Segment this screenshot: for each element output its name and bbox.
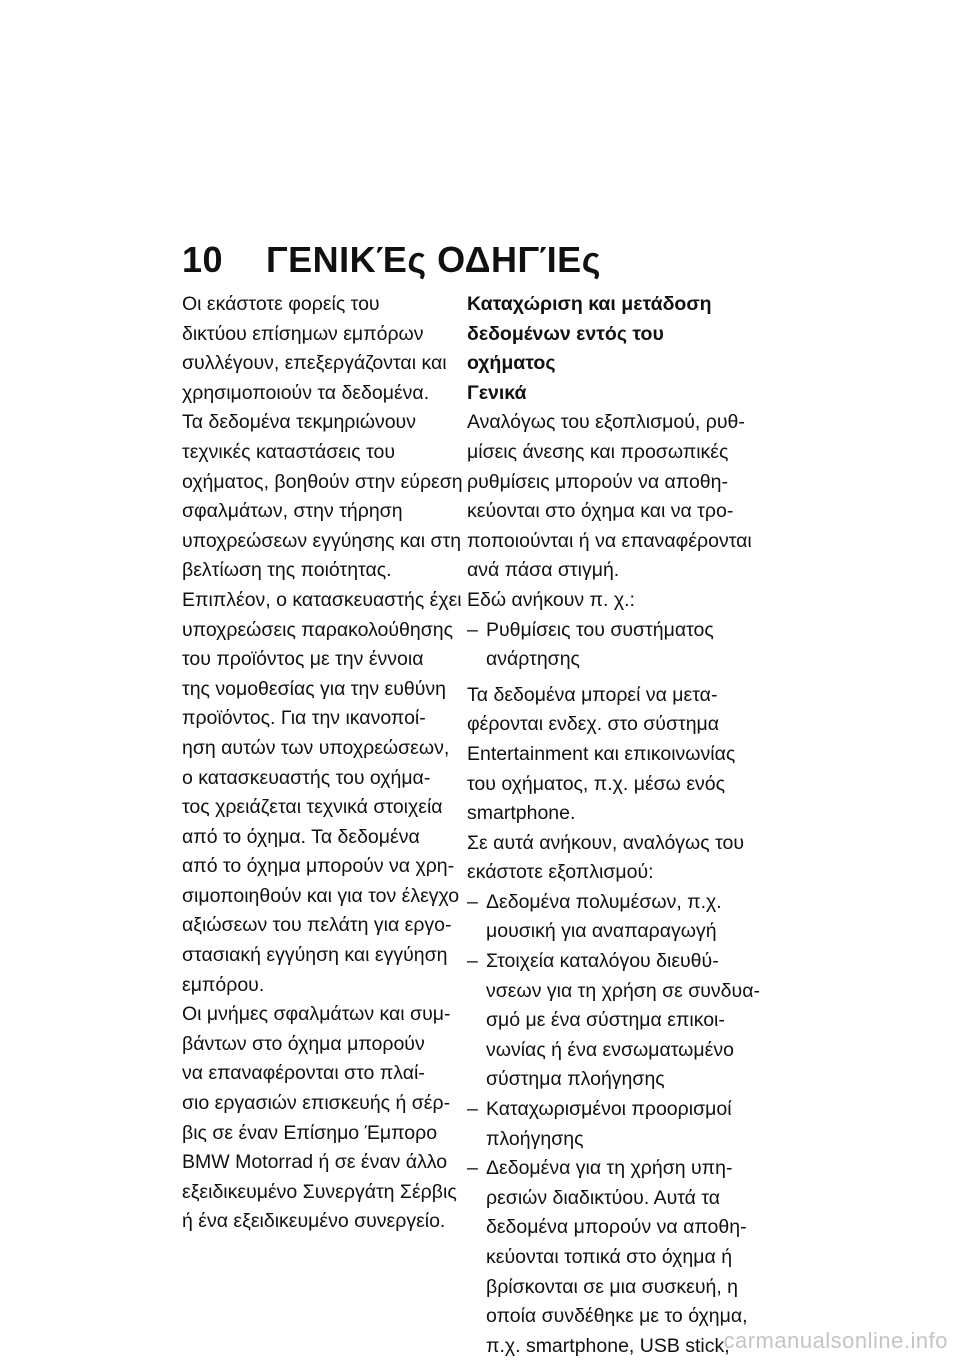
bullet-dash: – <box>467 1157 478 1180</box>
text-line: δικτύου επίσημων εμπόρων <box>182 322 424 345</box>
chapter-number: 10 <box>182 239 224 280</box>
text-line: Τα δεδομένα τεκμηριώνουν <box>182 411 416 434</box>
text-line: εμπόρου. <box>182 973 265 996</box>
bullet-dash: – <box>467 950 478 973</box>
text-line: τεχνικές καταστάσεις του <box>182 440 396 463</box>
text-line: οχήματος, βοηθούν στην εύρεση <box>182 470 463 493</box>
text-line: νσεων για τη χρήση σε συνδυα- <box>486 979 760 1002</box>
text-line: υποχρεώσεων εγγύησης και στη <box>182 529 462 552</box>
text-line: του οχήματος, π.χ. μέσω ενός <box>467 772 726 795</box>
text-line: Entertainment και επικοινωνίας <box>467 742 736 765</box>
text-line: π.χ. smartphone, USB stick, <box>486 1334 730 1357</box>
text-line: Σε αυτά ανήκουν, αναλόγως του <box>467 831 745 854</box>
text-line: ανάρτησης <box>486 648 580 671</box>
right-column <box>467 290 760 1361</box>
text-line: συλλέγουν, επεξεργάζονται και <box>182 352 447 375</box>
text-line: ρυθμίσεις μπορούν να αποθη- <box>467 470 728 493</box>
site-watermark: carmanualsonline.info <box>723 1328 948 1353</box>
text-line: προϊόντος. Για την ικανοποί- <box>182 707 426 730</box>
text-line: ηση αυτών των υποχρεώσεων, <box>182 736 450 759</box>
list-item <box>467 888 749 947</box>
text-line: τος χρειάζεται τεχνικά στοιχεία <box>182 796 443 819</box>
text-line: Ρυθμίσεις του συστήματος <box>486 618 714 641</box>
text-line: ο κατασκευαστής του οχήμα- <box>182 766 431 789</box>
text-line: να επαναφέρονται στο πλαί- <box>182 1062 425 1085</box>
text-line: Δεδομένα πολυμέσων, π.χ. <box>486 890 722 913</box>
text-line: χρησιμοποιούν τα δεδομένα. <box>182 381 430 404</box>
text-line: Στοιχεία καταλόγου διευθύ- <box>486 950 719 973</box>
left-column <box>182 290 463 1237</box>
chapter-heading <box>182 238 782 282</box>
text-line: κεύονται τοπικά στο όχημα ή <box>486 1246 733 1268</box>
bullet-dash: – <box>467 890 478 913</box>
list-item <box>467 1095 749 1154</box>
text-line: νωνίας ή ένα ενσωματωμένο <box>486 1038 734 1061</box>
text-line: Τα δεδομένα μπορεί να μετα- <box>467 683 718 706</box>
text-line: ή ένα εξειδικευμένο συνεργείο. <box>182 1210 446 1233</box>
text-line: δεδομένα μπορούν να αποθη- <box>486 1216 747 1239</box>
text-line: του προϊόντος με την έννοια <box>182 648 424 671</box>
text-line: Αναλόγως του εξοπλισμού, ρυθ- <box>467 411 745 434</box>
text-line: Δεδομένα για τη χρήση υπη- <box>486 1157 733 1180</box>
section-heading: οχήματος <box>467 352 556 375</box>
text-line: εκάστοτε εξοπλισμού: <box>467 861 654 884</box>
text-line: Οι εκάστοτε φορείς του <box>182 293 380 315</box>
text-line: υποχρεώσεις παρακολούθησης <box>182 618 454 641</box>
bullet-dash: – <box>467 1098 478 1121</box>
subsection-heading: Γενικά <box>467 381 527 404</box>
section-heading: Καταχώριση και μετάδοση <box>467 293 712 315</box>
section-heading: δεδομένων εντός του <box>467 322 664 345</box>
text-line: σύστημα πλοήγησης <box>486 1068 665 1091</box>
text-line: σιμοποιηθούν και για τον έλεγχο <box>182 884 460 907</box>
text-line: κεύονται στο όχημα και να τρο- <box>467 500 734 523</box>
bullet-dash: – <box>467 618 478 641</box>
text-line: smartphone. <box>467 802 576 825</box>
text-line: Επιπλέον, ο κατασκευαστής έχει <box>182 588 462 611</box>
text-line: οποία συνδέθηκε με το όχημα, <box>486 1305 748 1328</box>
text-line: μίσεις άνεσης και προσωπικές <box>467 440 729 463</box>
text-line: ρεσιών διαδικτύου. Αυτά τα <box>486 1186 721 1209</box>
text-line: της νομοθεσίας για την ευθύνη <box>182 677 446 700</box>
text-line: φέρονται ενδεχ. στο σύστημα <box>467 713 720 736</box>
text-line: βελτίωση της ποιότητας. <box>182 559 392 582</box>
list-item <box>467 1154 749 1361</box>
list-item <box>467 616 749 675</box>
text-line: ποποιούνται ή να επαναφέρονται <box>467 529 752 552</box>
text-line: από το όχημα. Τα δεδομένα <box>182 825 420 848</box>
text-line: στασιακή εγγύηση και εγγύηση <box>182 944 448 967</box>
text-line: ανά πάσα στιγμή. <box>467 559 620 582</box>
text-line: βις σε έναν Επίσημο Έμπορο <box>182 1121 438 1144</box>
text-line: BMW Motorrad ή σε έναν άλλο <box>182 1151 448 1174</box>
text-line: μουσική για αναπαραγωγή <box>486 920 717 943</box>
text-line: σιο εργασιών επισκευής ή σέρ- <box>182 1092 451 1115</box>
text-line: Οι μνήμες σφαλμάτων και συμ- <box>182 1003 451 1026</box>
text-line: αξιώσεων του πελάτη για εργο- <box>182 914 452 937</box>
text-line: Εδώ ανήκουν π. χ.: <box>467 588 635 611</box>
text-line: Καταχωρισμένοι προορισμοί <box>486 1098 732 1121</box>
text-line: βρίσκονται σε μια συσκευή, η <box>486 1275 739 1298</box>
text-line: από το όχημα μπορούν να χρη- <box>182 855 455 878</box>
chapter-title: ΓΕΝΙΚΈς ΟΔΗΓΊΕς <box>266 239 601 280</box>
text-line: πλοήγησης <box>486 1127 584 1150</box>
text-line: βάντων στο όχημα μπορούν <box>182 1032 425 1055</box>
text-line: σφαλμάτων, στην τήρηση <box>182 500 403 523</box>
text-line: σμό με ένα σύστημα επικοι- <box>486 1009 725 1032</box>
list-item <box>467 947 760 1095</box>
text-line: εξειδικευμένο Συνεργάτη Σέρβις <box>182 1180 457 1203</box>
